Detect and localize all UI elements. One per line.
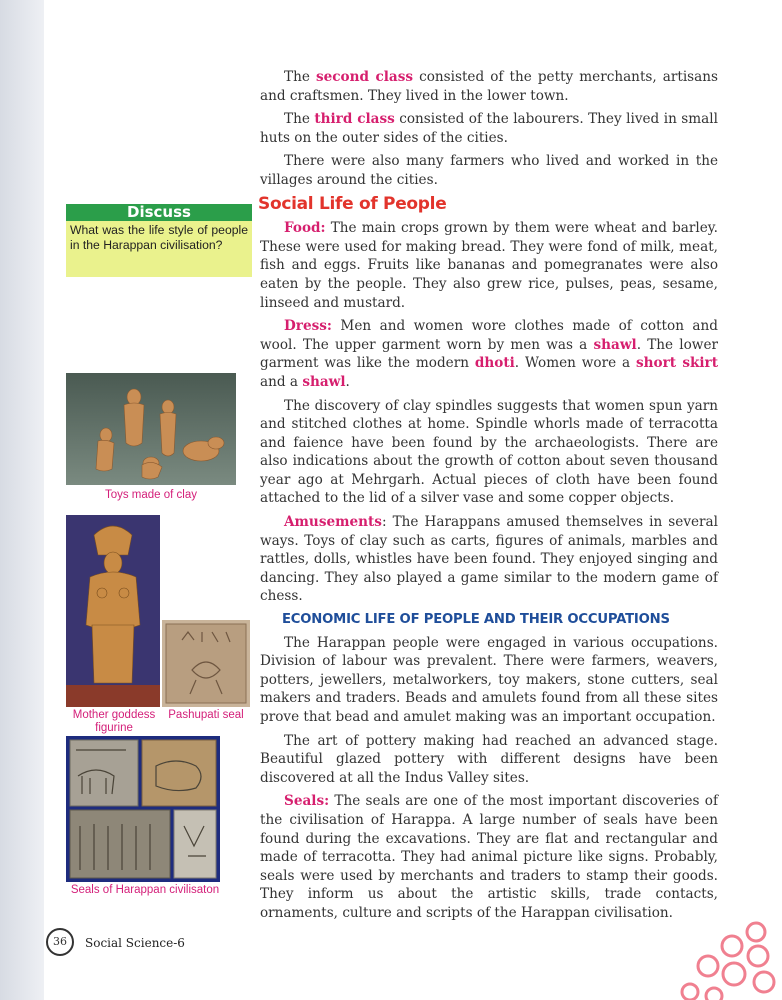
section-heading-social-life: Social Life of People — [258, 193, 447, 214]
paragraph-dress: Dress: Men and women wore clothes made of cotton and wool. The upper garment worn by men was a shawl. The lower garment was like the modern dhoti. Women wore a short skirt and a shawl. — [260, 318, 718, 390]
paragraph-third-class: The third class consisted of the labourers. They lived in small huts on the outer sides of the cities. — [260, 111, 718, 146]
page-number: 36 — [46, 928, 74, 956]
label-dress: Dress: — [284, 318, 332, 335]
label-seals: Seals: — [284, 793, 330, 810]
caption-pashupati: Pashupati seal — [168, 709, 244, 721]
caption-seals: Seals of Harappan civilisaton — [70, 884, 220, 896]
term-shawl-2: shawl — [302, 373, 346, 390]
term-third-class: third class — [314, 111, 395, 128]
label-amusements: Amusements — [284, 514, 382, 531]
toys-photo — [66, 373, 236, 485]
paragraph-farmers: There were also many farmers who lived and worked in the villages around the cities. — [260, 153, 718, 188]
label-food: Food: — [284, 220, 326, 237]
mother-goddess-photo — [66, 515, 160, 707]
discuss-question: What was the life style of people in the Harappan civilisation? — [66, 221, 252, 277]
discuss-box — [66, 204, 252, 277]
caption-toys: Toys made of clay — [104, 489, 198, 501]
term-shawl: shawl — [593, 336, 637, 353]
seals-photo — [66, 736, 220, 882]
paragraph-seals: Seals: The seals are one of the most important discoveries of the civilisation of Harappa. A large number of seals have been found during the excavations. They are flat and rectangular and made of terracotta. They had animal picture like signs. Probably, seals were used by merchants and traders to stamp their goods. They inform us about the artistic skills, trade contacts, ornaments, culture and scripts of the Harappan civilisation. — [260, 793, 718, 921]
paragraph-food: Food: The main crops grown by them were wheat and barley. These were used for making bread. They were fond of milk, meat, fish and eggs. Fruits like bananas and pomegranates were also eaten by the people. They also grew rice, pulses, peas, sesame, linseed and mustard. — [260, 220, 718, 311]
paragraph-amusements: Amusements: The Harappans amused themselves in several ways. Toys of clay such as carts, figures of animals, marbles and rattles, dolls, whistles have been found. They enjoyed singing and dancing. They also played a game similar to the modern game of chess. — [260, 514, 718, 605]
paragraph-occupations: The Harappan people were engaged in various occupations. Division of labour was prevalent. There were farmers, weavers, potters, jewellers, metalworkers, toy makers, stone cutters, seal makers and traders. Beads and amulets found from all these sites prove that bead and amulet making was an important occupation. — [260, 634, 718, 725]
section-heading-economic-life: ECONOMIC LIFE OF PEOPLE AND THEIR OCCUPATIONS — [282, 612, 670, 628]
term-dhoti: dhoti — [474, 355, 515, 372]
caption-mother-goddess: Mother goddess figurine — [72, 709, 156, 734]
main-text-column — [260, 68, 718, 928]
decorative-circles-icon — [672, 916, 782, 1000]
page-margin-strip — [0, 0, 44, 1000]
paragraph-second-class: The second class consisted of the petty merchants, artisans and craftsmen. They lived in the lower town. — [260, 69, 718, 104]
term-short-skirt: short skirt — [635, 355, 718, 372]
pashupati-seal-photo — [162, 620, 250, 707]
discuss-title: Discuss — [66, 204, 252, 221]
book-title: Social Science-6 — [85, 936, 185, 950]
term-second-class: second class — [315, 69, 414, 85]
paragraph-pottery: The art of pottery making had reached an advanced stage. Beautiful glazed pottery with different designs have been discovered at all the Indus Valley sites. — [260, 732, 718, 786]
paragraph-spindles: The discovery of clay spindles suggests that women spun yarn and stitched clothes at home. Spindle whorls made of terracotta and faience have been found by the archaeologists. There are also indications about the growth of cotton about seven thousand year ago at Mehrgarh. Actual pieces of cloth have been found attached to the lid of a silver vase and some copper objects. — [260, 397, 718, 507]
